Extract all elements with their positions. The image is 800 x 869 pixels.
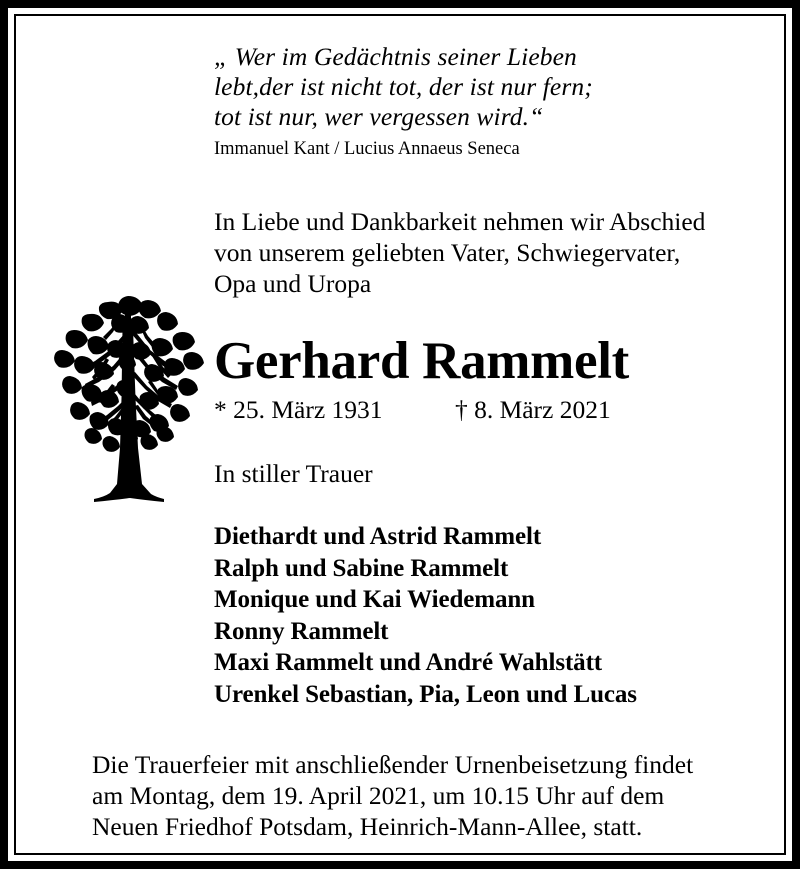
quote-line-2: lebt,der ist nicht tot, der ist nur fern; (214, 72, 593, 101)
notice-frame-gap (8, 8, 792, 861)
deceased-name: Gerhard Rammelt (214, 332, 629, 390)
deceased-name-block (214, 332, 784, 425)
survivor-line: Monique und Kai Wiedemann (214, 586, 535, 613)
intro-line-3: Opa und Uropa (214, 269, 372, 298)
service-details-block (92, 749, 752, 842)
death-date: † 8. März 2021 (454, 395, 611, 424)
life-dates-row (214, 395, 784, 425)
notice-frame-inner-rule (14, 14, 786, 855)
service-line-3: Neuen Friedhof Potsdam, Heinrich-Mann-Allee, statt. (92, 812, 643, 841)
intro-line-1: In Liebe und Dankbarkeit nehmen wir Abschied (214, 207, 706, 236)
quote-line-1: „ Wer im Gedächtnis seiner Lieben (214, 42, 577, 71)
quote-attribution: Immanuel Kant / Lucius Annaeus Seneca (214, 139, 520, 159)
survivor-line: Maxi Rammelt und André Wahlstätt (214, 649, 603, 676)
survivor-line: Ronny Rammelt (214, 617, 389, 645)
intro-line-2: von unserem geliebten Vater, Schwiegervater, (214, 238, 681, 267)
survivor-line: Diethardt und Astrid Rammelt (214, 523, 542, 550)
survivor-line: Ralph und Sabine Rammelt (214, 554, 509, 582)
quote-line-3: tot ist nur, wer vergessen wird.“ (214, 102, 544, 131)
survivor-line: Urenkel Sebastian, Pia, Leon und Lucas (214, 680, 637, 708)
birth-date: * 25. März 1931 (214, 395, 383, 424)
service-line-1: Die Trauerfeier mit anschließender Urnenbeisetzung findet (92, 750, 694, 779)
notice-content (16, 16, 784, 853)
survivors-block (214, 521, 784, 710)
mourning-label: In stiller Trauer (214, 459, 373, 488)
quote-block (214, 42, 774, 161)
intro-block (214, 206, 784, 299)
tree-silhouette-icon (52, 288, 204, 508)
service-line-2: am Montag, dem 19. April 2021, um 10.15 Uhr auf dem (92, 781, 665, 810)
